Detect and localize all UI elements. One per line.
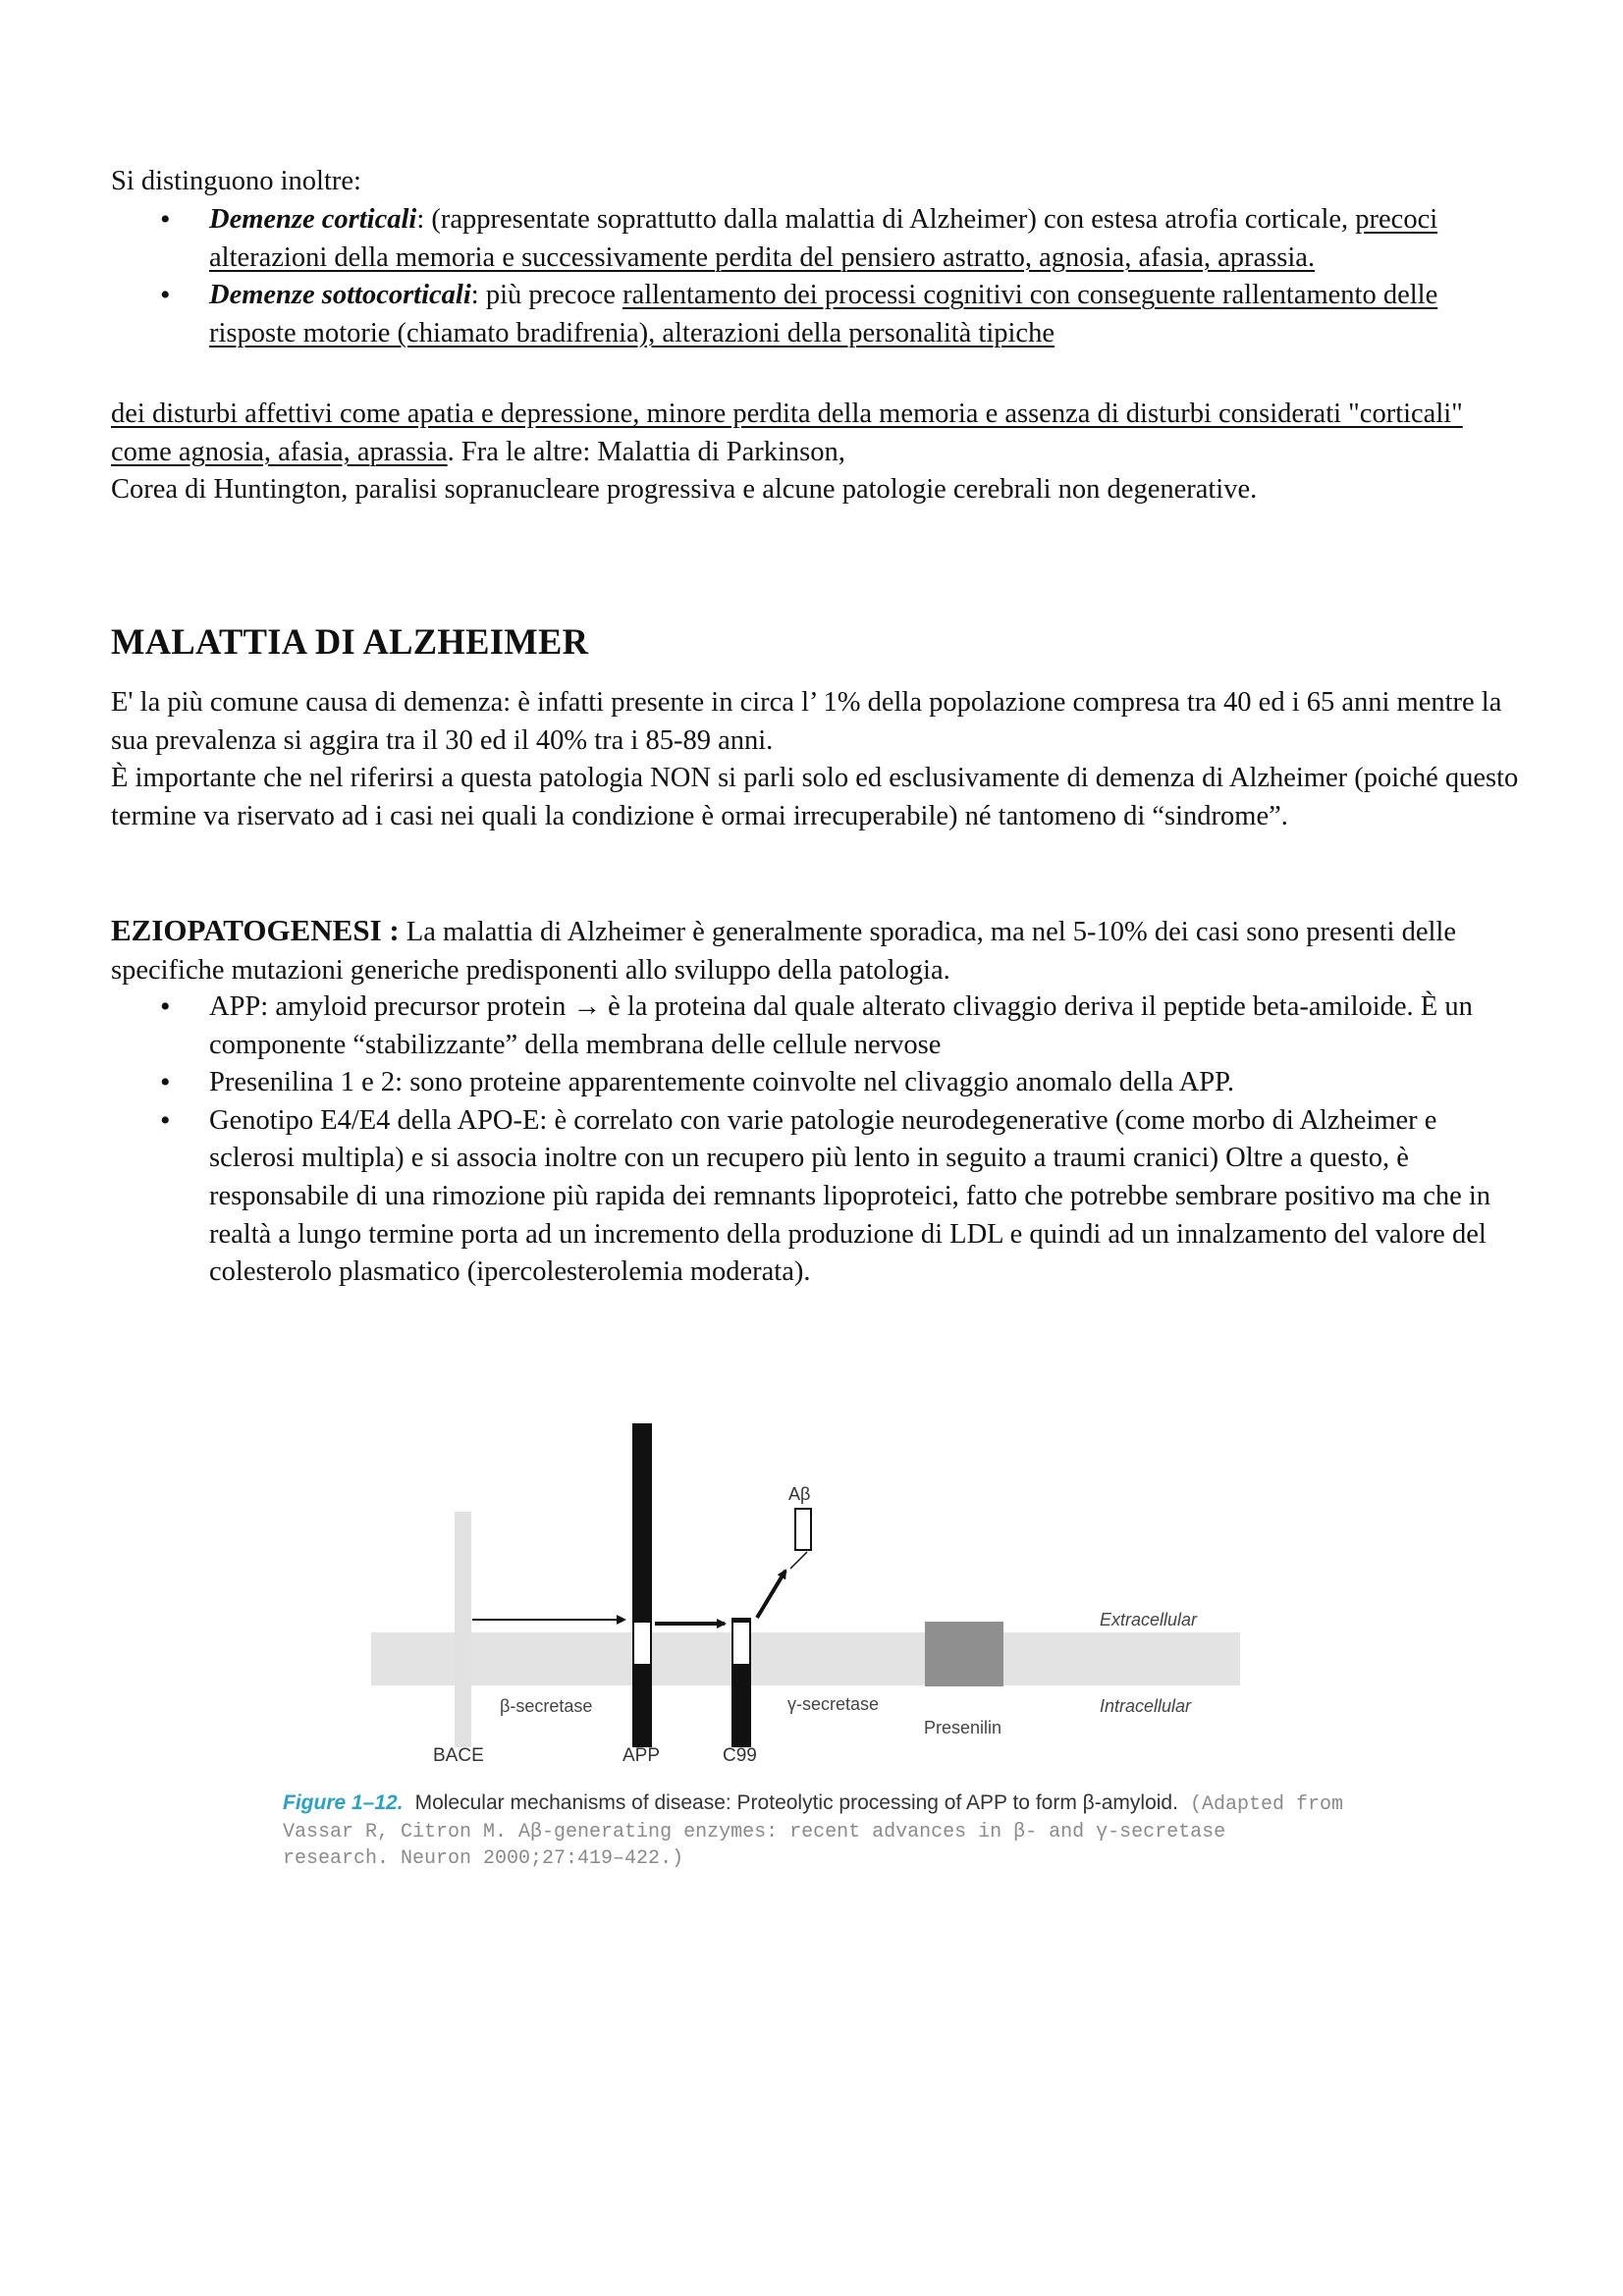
list-item: • APP: amyloid precursor protein → è la proteina dal quale alterato clivaggio deriva il peptide beta-amiloide. È un componente “stabilizzante” della membrana delle cellule nervose <box>111 988 1525 1064</box>
caption-source: (Adapted from Vassar R, Citron M. Aβ-generating enzymes: recent advances in β- and γ-secretase research. Neuron 2000;27:419–422.) <box>283 1793 1343 1870</box>
intracellular-label: Intracellular <box>1100 1696 1192 1716</box>
eziopatogenesi-paragraph: EZIOPATOGENESI : La malattia di Alzheimer è generalmente sporadica, ma nel 5-10% dei casi sono presenti delle specifiche mutazioni generiche predisponenti allo sviluppo della patologia. <box>111 913 1456 986</box>
presenilin-block <box>925 1622 1003 1686</box>
app-bar <box>632 1423 652 1747</box>
beta-secretase-label: β-secretase <box>500 1696 593 1716</box>
presenilin-label: Presenilin <box>924 1718 1002 1737</box>
demenze-list <box>111 201 1486 352</box>
abeta-label: Aβ <box>788 1484 811 1504</box>
item-title: Demenze corticali <box>209 204 417 235</box>
intro-text: Si distinguono inoltre: <box>111 166 361 196</box>
underlined-text: precoci alterazioni della memoria e successivamente perdita del pensiero astratto, agnosia, afasia, aprassia. <box>209 204 1438 273</box>
section-paragraph-2: È importante che nel riferirsi a questa patologia NON si parli solo ed esclusivamente di demenza di Alzheimer (poiché questo termine va riservato ad i casi nei quali la condizione è ormai irrecuperabile) né tantomeno di “sindrome”. <box>111 763 1519 831</box>
underlined-text: dei disturbi affettivi come apatia e depressione, minore perdita della memoria e assenza di disturbi considerati "corticali" come agnosia, afasia, aprassia <box>111 399 1463 467</box>
bace-bar <box>455 1512 471 1747</box>
c99-abeta-segment <box>732 1622 750 1665</box>
underlined-text: rallentamento dei processi cognitivi con conseguente rallentamento delle risposte motorie (chiamato bradifrenia), alterazioni della personalità tipiche <box>209 280 1438 348</box>
figure-number: Figure 1–12. <box>283 1791 404 1814</box>
abeta-peptide <box>795 1509 811 1550</box>
figure-diagram <box>0 1404 1623 1796</box>
app-label: APP <box>622 1745 661 1766</box>
membrane-band <box>371 1632 1240 1685</box>
caption-title: Molecular mechanisms of disease: Proteolytic processing of APP to form β-amyloid. <box>414 1791 1178 1814</box>
list-item: • Demenze sottocorticali: più precoce rallentamento dei processi cognitivi con conseguente rallentamento delle risposte motorie (chiamato bradifrenia), alterazioni della personalità tipiche <box>111 277 1486 352</box>
list-item: • Genotipo E4/E4 della APO-E: è correlato con varie patologie neurodegenerative (come morbo di Alzheimer e sclerosi multipla) e si associa inoltre con un recupero più lento in seguito a traumi cranici) Oltre a questo, è responsabile di una rimozione più rapida dei remnants lipoproteici, fatto che potrebbe sembrare positivo ma che in realtà a lungo termine porta ad un incremento della produzione di LDL e quindi ad un innalzamento del valore del colesterolo plasmatico (ipercolesterolemia moderata). <box>111 1102 1525 1292</box>
section-heading: MALATTIA DI ALZHEIMER <box>111 621 589 662</box>
pointer-line <box>790 1552 807 1569</box>
figure-caption <box>283 1789 1343 1873</box>
gamma-secretase-label: γ-secretase <box>787 1694 880 1714</box>
genetics-list <box>111 988 1525 1292</box>
app-abeta-segment <box>633 1622 651 1665</box>
item-title: Demenze sottocorticali <box>209 280 471 311</box>
release-arrow <box>757 1571 785 1618</box>
list-item: • Demenze corticali: (rappresentate soprattutto dalla malattia di Alzheimer) con estesa atrofia corticale, precoci alterazioni della memoria e successivamente perdita del pensiero astratto, agnosia, afasia, aprassia. <box>111 201 1486 277</box>
c99-label: C99 <box>723 1745 757 1766</box>
continuation-paragraph: dei disturbi affettivi come apatia e depressione, minore perdita della memoria e assenza di disturbi considerati "corticali" come agnosia, afasia, aprassia. Fra le altre: Malattia di Parkinson, Corea di Huntington, paralisi sopranucleare progressiva e alcune patologie cerebrali non degenerative. <box>111 399 1463 506</box>
extracellular-label: Extracellular <box>1100 1610 1198 1629</box>
subheading: EZIOPATOGENESI : <box>111 913 400 947</box>
section-paragraph-1: E' la più comune causa di demenza: è infatti presente in circa l’ 1% della popolazione compresa tra 40 ed i 65 anni mentre la sua prevalenza si aggira tra il 30 ed il 40% tra i 85-89 anni. <box>111 687 1502 756</box>
list-item: • Presenilina 1 e 2: sono proteine apparentemente coinvolte nel clivaggio anomalo della APP. <box>111 1064 1525 1102</box>
bace-label: BACE <box>433 1745 484 1766</box>
